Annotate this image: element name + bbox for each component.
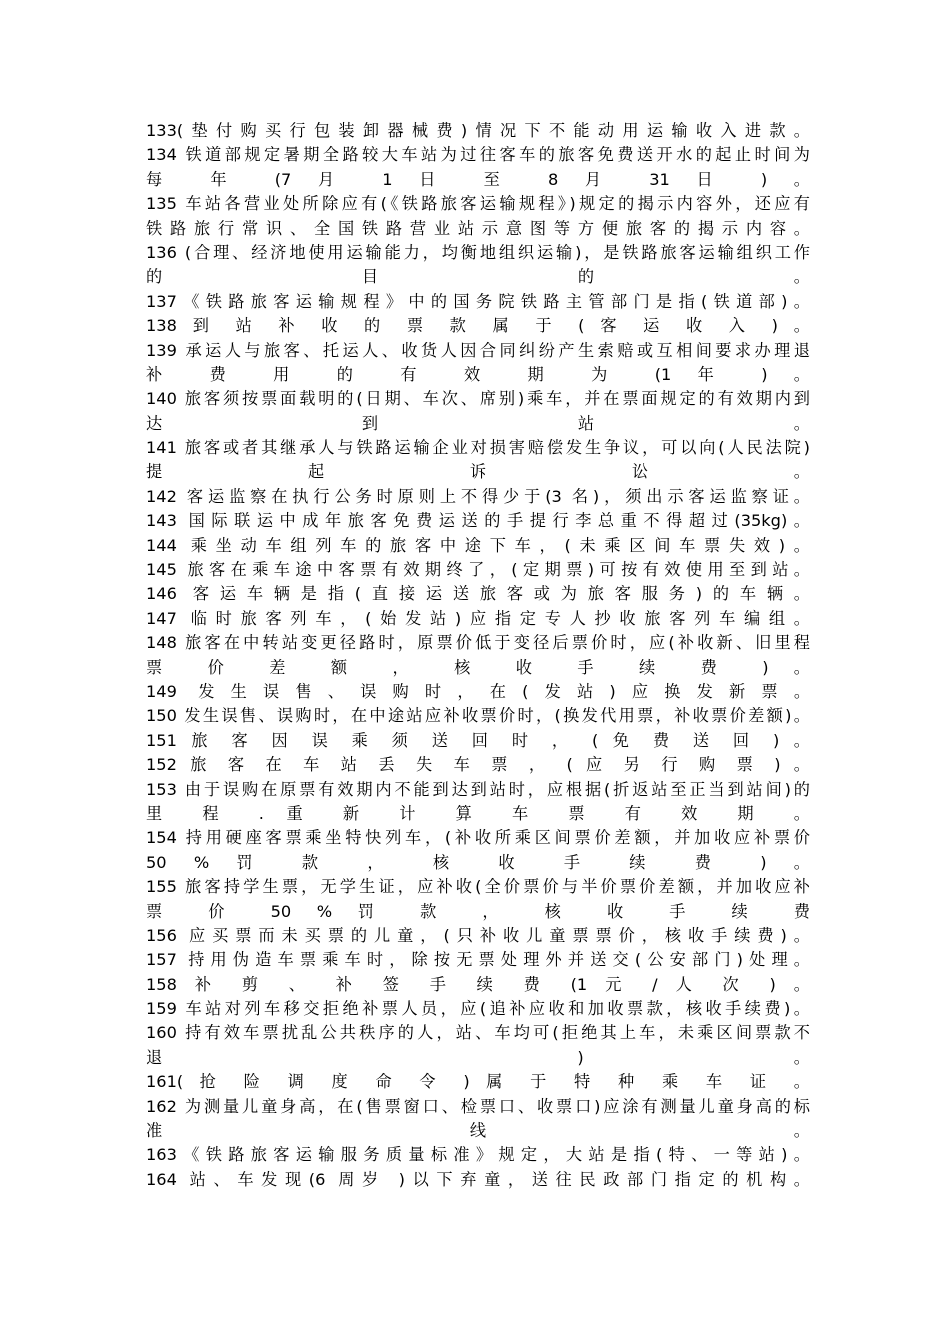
text-line: 151 旅 客 因 误 乘 须 送 回 时 ， ( 免 费 送 回 ) 。 xyxy=(146,730,810,750)
text-line: 143 国际联运中成年旅客免费运送的手提行李总重不得超过(35kg)。 xyxy=(146,511,810,531)
text-line: 157 持用伪造车票乘车时，除按无票处理外并送交(公安部门)处理。 xyxy=(146,950,810,970)
text-line: 133(垫付购买行包装卸器械费)情况下不能动用运输收入进款。 xyxy=(146,121,810,140)
text-line: 147 临时旅客列车，(始发站)应指定专人抄收旅客列车编组。 xyxy=(146,608,810,628)
text-line: 铁路旅行常识、全国铁路营业站示意图等方便旅客的揭示内容。 xyxy=(146,218,810,238)
text-line: 163《铁路旅客运输服务质量标准》规定，大站是指(特、一等站)。 xyxy=(146,1145,810,1165)
text-line: 153 由于误购在原票有效期内不能到达到站时，应根据(折返站至正当到站间)的 xyxy=(146,779,810,799)
text-line: 156 应买票而未买票的儿童，(只补收儿童票票价，核收手续费)。 xyxy=(146,925,810,945)
text-line: 154 持用硬座客票乘坐特快列车，(补收所乘区间票价差额，并加收应补票价 xyxy=(146,828,810,848)
text-line: 148 旅客在中转站变更径路时，原票价低于变径后票价时，应(补收新、旧里程 xyxy=(146,633,810,653)
text-line: 145 旅客在乘车途中客票有效期终了，(定期票)可按有效使用至到站。 xyxy=(146,560,810,580)
text-line: 152 旅 客 在 车 站 丢 失 车 票 ， ( 应 另 行 购 票 ) 。 xyxy=(146,755,810,775)
text-line: 141 旅客或者其继承人与铁路运输企业对损害赔偿发生争议，可以向(人民法院) xyxy=(146,438,810,458)
text-line: 161( 抢 险 调 度 命 令 ) 属 于 特 种 乘 车 证 。 xyxy=(146,1072,810,1092)
text-line: 137《铁路旅客运输规程》中的国务院铁路主管部门是指(铁道部)。 xyxy=(146,291,810,311)
text-line: 160 持有效车票扰乱公共秩序的人，站、车均可(拒绝其上车，未乘区间票款不 xyxy=(146,1023,810,1043)
text-line: 的 目 的 。 xyxy=(146,267,810,287)
text-line: 136 (合理、经济地使用运输能力，均衡地组织运输)，是铁路旅客运输组织工作 xyxy=(146,242,810,262)
text-line: 134 铁道部规定暑期全路较大车站为过往客车的旅客免费送开水的起止时间为 xyxy=(146,145,810,165)
text-line: 138 到 站 补 收 的 票 款 属 于 ( 客 运 收 入 ) 。 xyxy=(146,316,810,336)
text-line: 票 价 差 额 ， 核 收 手 续 费 ) 。 xyxy=(146,657,810,677)
text-line: 每 年 (7 月 1 日 至 8 月 31 日 ) 。 xyxy=(146,169,810,189)
text-line: 票 价 50 % 罚 款 ， 核 收 手 续 费 xyxy=(146,901,810,921)
text-line: 补 费 用 的 有 效 期 为 (1 年 ) 。 xyxy=(146,364,810,384)
text-line: 50 % 罚 款 ， 核 收 手 续 费 ) 。 xyxy=(146,852,810,872)
text-line: 158 补 剪 、 补 签 手 续 费 (1 元 / 人 次 ) 。 xyxy=(146,974,810,994)
text-line: 159 车站对列车移交拒绝补票人员，应(追补应收和加收票款，核收手续费)。 xyxy=(146,999,810,1019)
text-line: 139 承运人与旅客、托运人、收货人因合同纠纷产生索赔或互相间要求办理退 xyxy=(146,340,810,360)
text-line: 135 车站各营业处所除应有(《铁路旅客运输规程》)规定的揭示内容外，还应有 xyxy=(146,194,810,214)
text-line: 155 旅客持学生票，无学生证，应补收(全价票价与半价票价差额，并加收应补 xyxy=(146,877,810,897)
text-line: 164 站、车发现(6 周岁 )以下弃童，送往民政部门指定的机构。 xyxy=(146,1169,810,1189)
text-line: 提 起 诉 讼 。 xyxy=(146,462,810,482)
text-line: 144 乘坐动车组列车的旅客中途下车，(未乘区间车票失效)。 xyxy=(146,535,810,555)
text-line: 149 发生误售、误购时，在(发站)应换发新票。 xyxy=(146,681,810,701)
text-line: 162 为测量儿童身高，在(售票窗口、检票口、收票口)应涂有测量儿童身高的标 xyxy=(146,1096,810,1116)
text-line: 150 发生误售、误购时，在中途站应补收票价时，(换发代用票，补收票价差额)。 xyxy=(146,706,810,726)
text-line: 达 到 站 。 xyxy=(146,413,810,433)
text-line: 142 客运监察在执行公务时原则上不得少于(3 名)，须出示客运监察证。 xyxy=(146,486,810,506)
text-line: 140 旅客须按票面载明的(日期、车次、席别)乘车，并在票面规定的有效期内到 xyxy=(146,389,810,409)
document-body xyxy=(146,119,810,1192)
text-line: 146 客运车辆是指(直接运送旅客或为旅客服务)的车辆。 xyxy=(146,584,810,604)
text-line: 退 ) 。 xyxy=(146,1047,810,1067)
text-line: 准 线 。 xyxy=(146,1121,810,1141)
text-line: 里 程 . 重 新 计 算 车 票 有 效 期 。 xyxy=(146,803,810,823)
